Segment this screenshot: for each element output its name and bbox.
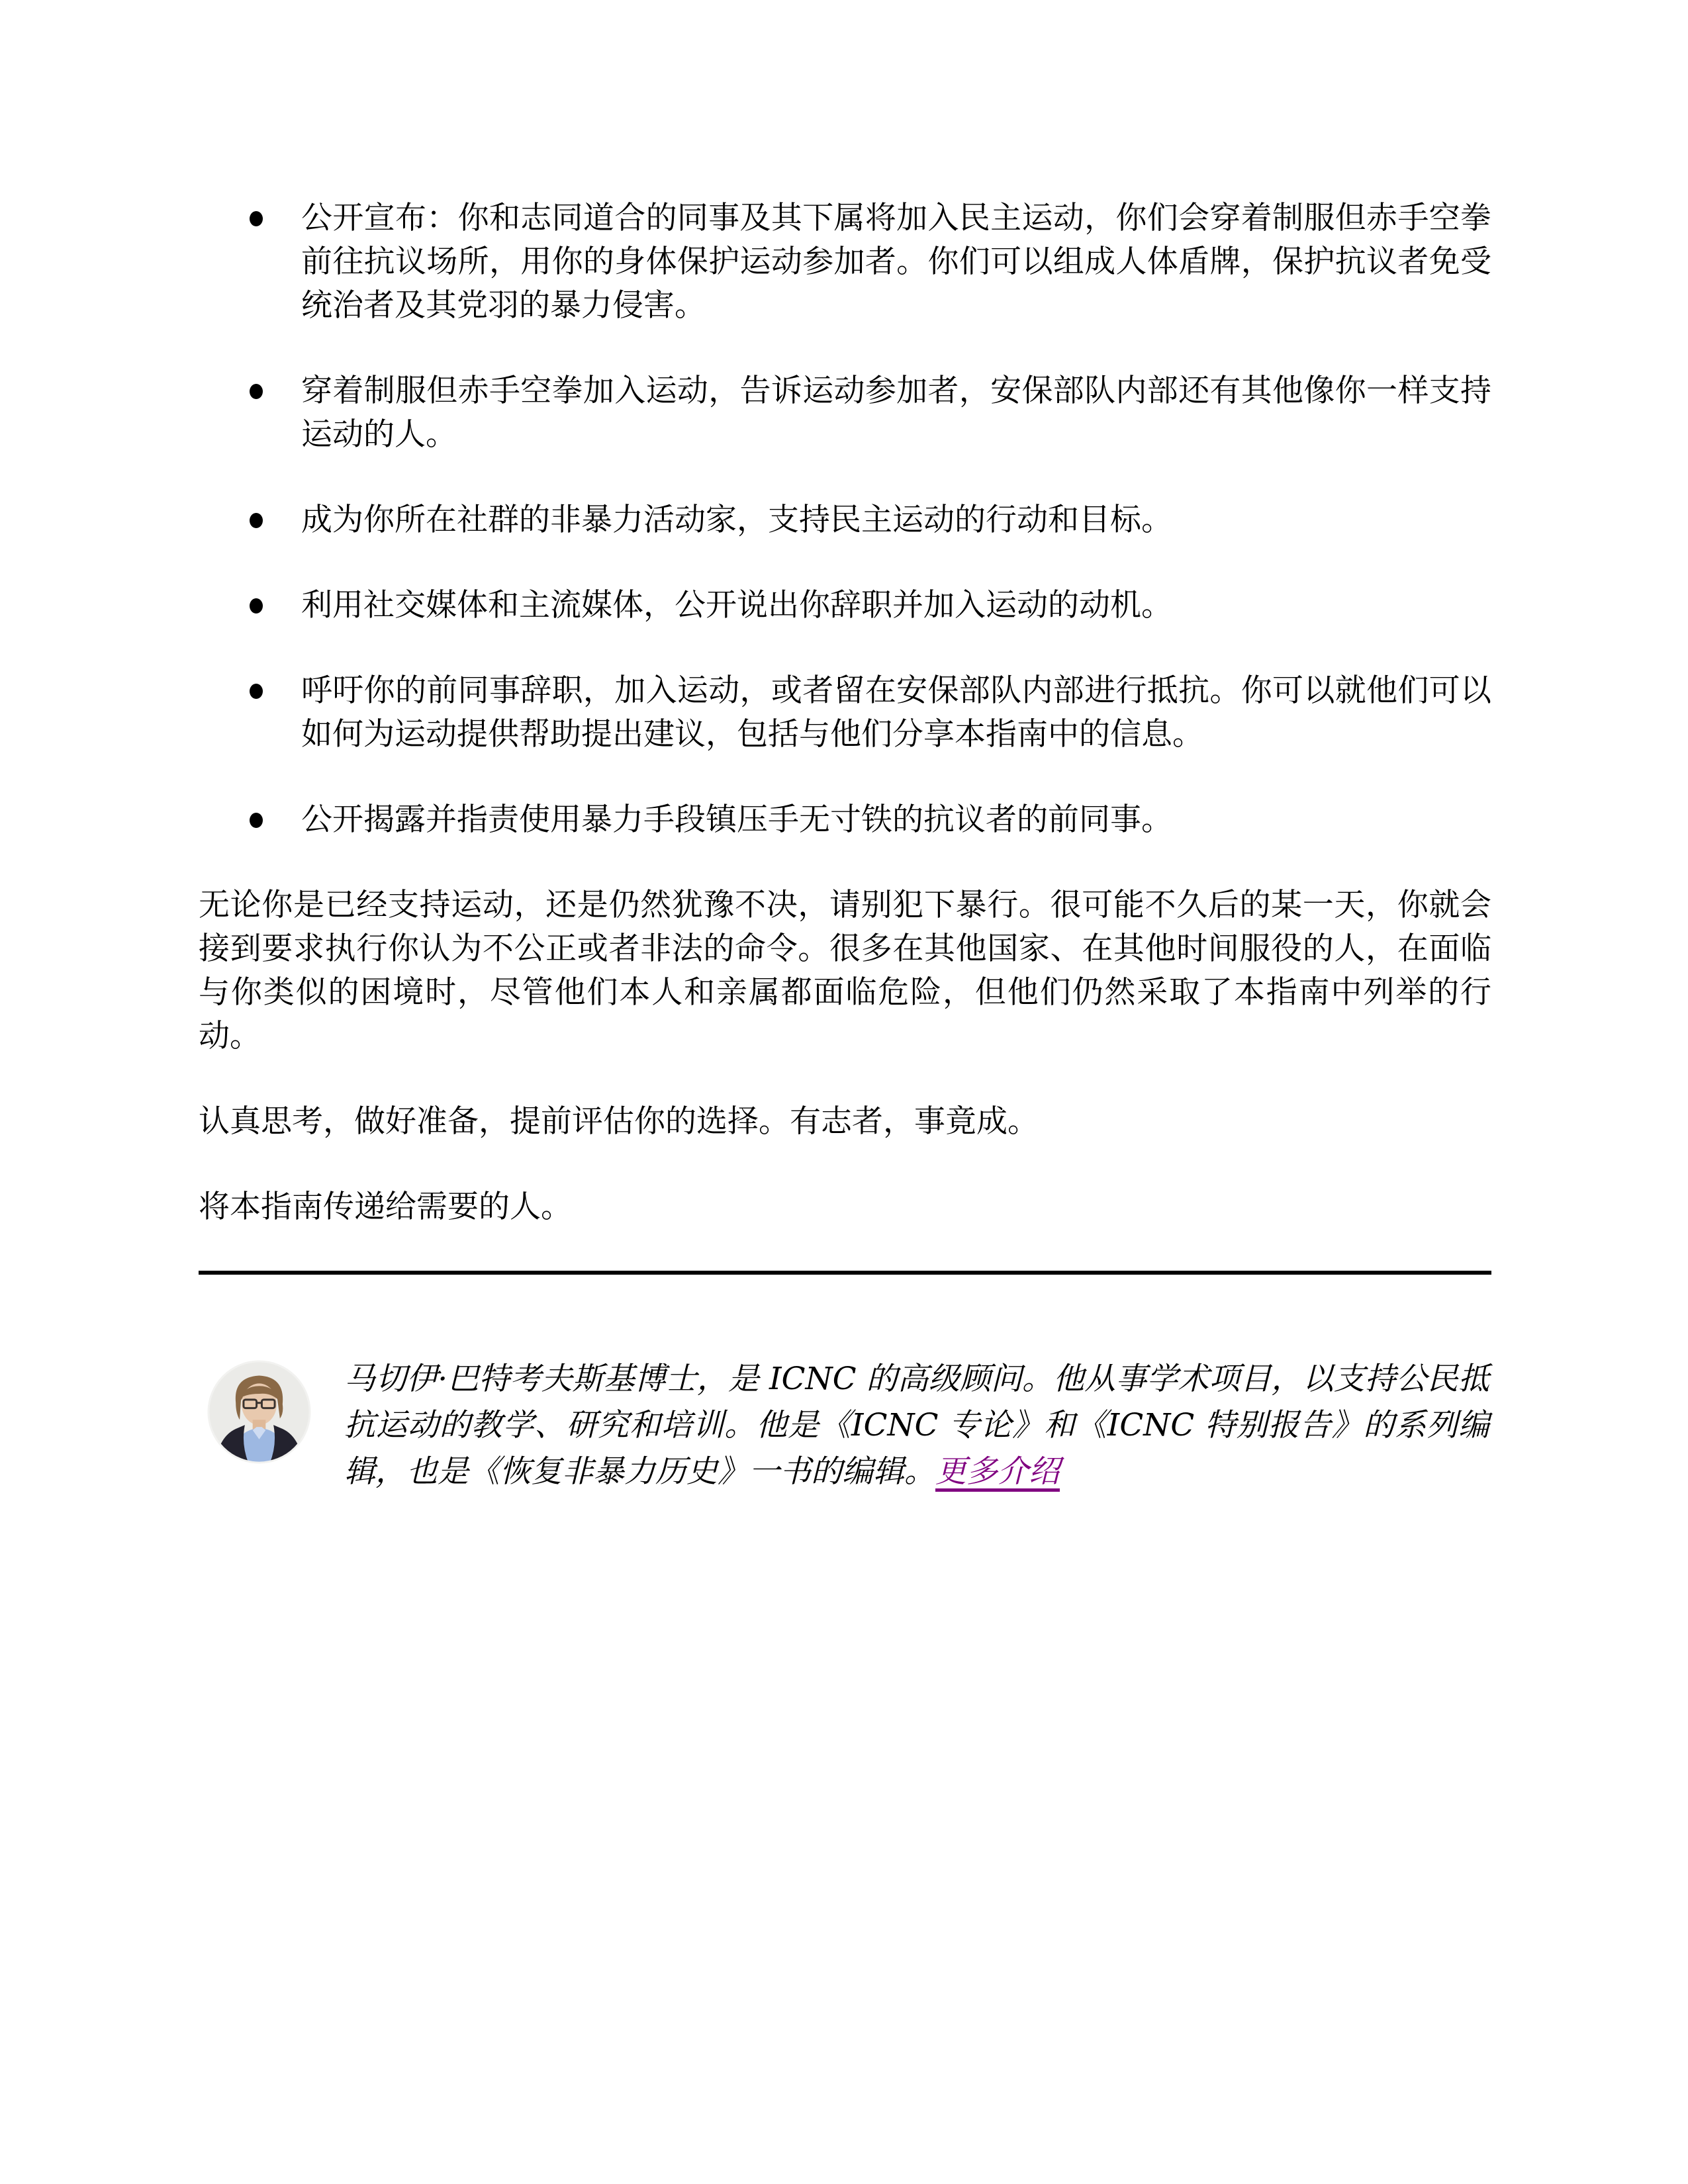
bullet-list <box>199 197 1491 842</box>
bullet-dot-icon <box>250 513 263 528</box>
bullet-dot-icon <box>250 598 263 614</box>
author-photo-icon <box>207 1360 311 1464</box>
bio-description: 马切伊·巴特考夫斯基博士，是 ICNC 的高级顾问。他从事学术项目，以支持公民抵抗运动的教学、研究和培训。他是《ICNC 专论》和《ICNC 特别报告》的系列编辑，也是《恢复非暴力历史》一书的编辑。 <box>344 1361 1489 1490</box>
bullet-item <box>301 369 1491 457</box>
body-paragraph: 将本指南传递给需要的人。 <box>199 1189 572 1225</box>
bullet-dot-icon <box>250 684 263 699</box>
bullet-item <box>301 498 1491 542</box>
bullet-dot-icon <box>250 813 263 828</box>
bullet-text: 成为你所在社群的非暴力活动家，支持民主运动的行动和目标。 <box>301 502 1172 538</box>
bullet-text: 利用社交媒体和主流媒体，公开说出你辞职并加入运动的动机。 <box>301 587 1172 623</box>
document-body <box>199 197 1491 1495</box>
bullet-dot-icon <box>250 211 263 226</box>
author-bio-section <box>207 1356 1491 1495</box>
bullet-item <box>301 669 1491 756</box>
bullet-text: 公开揭露并指责使用暴力手段镇压手无寸铁的抗议者的前同事。 <box>301 801 1172 838</box>
bullet-item <box>301 798 1491 842</box>
bullet-dot-icon <box>250 384 263 399</box>
bullet-text: 公开宣布：你和志同道合的同事及其下属将加入民主运动，你们会穿着制服但赤手空拳前往抗议场所，用你的身体保护运动参加者。你们可以组成人体盾牌，保护抗议者免受统治者及其党羽的暴力侵害。 <box>301 200 1491 324</box>
avatar <box>207 1360 311 1464</box>
bullet-text: 呼吁你的前同事辞职，加入运动，或者留在安保部队内部进行抵抗。你可以就他们可以如何为运动提供帮助提出建议，包括与他们分享本指南中的信息。 <box>301 672 1491 752</box>
body-paragraph: 无论你是已经支持运动，还是仍然犹豫不决，请别犯下暴行。很可能不久后的某一天，你就会接到要求执行你认为不公正或者非法的命令。很多在其他国家、在其他时间服役的人，在面临与你类似的困境时，尽管他们本人和亲属都面临危险，但他们仍然采取了本指南中列举的行动。 <box>199 887 1491 1054</box>
bullet-item <box>301 584 1491 627</box>
horizontal-rule <box>199 1271 1491 1275</box>
body-paragraph: 认真思考，做好准备，提前评估你的选择。有志者，事竟成。 <box>199 1103 1039 1140</box>
bullet-item <box>301 197 1491 328</box>
more-info-link[interactable]: 更多介绍 <box>935 1453 1060 1490</box>
author-bio-text <box>344 1356 1489 1495</box>
bullet-text: 穿着制服但赤手空拳加入运动，告诉运动参加者，安保部队内部还有其他像你一样支持运动的人。 <box>301 373 1491 453</box>
